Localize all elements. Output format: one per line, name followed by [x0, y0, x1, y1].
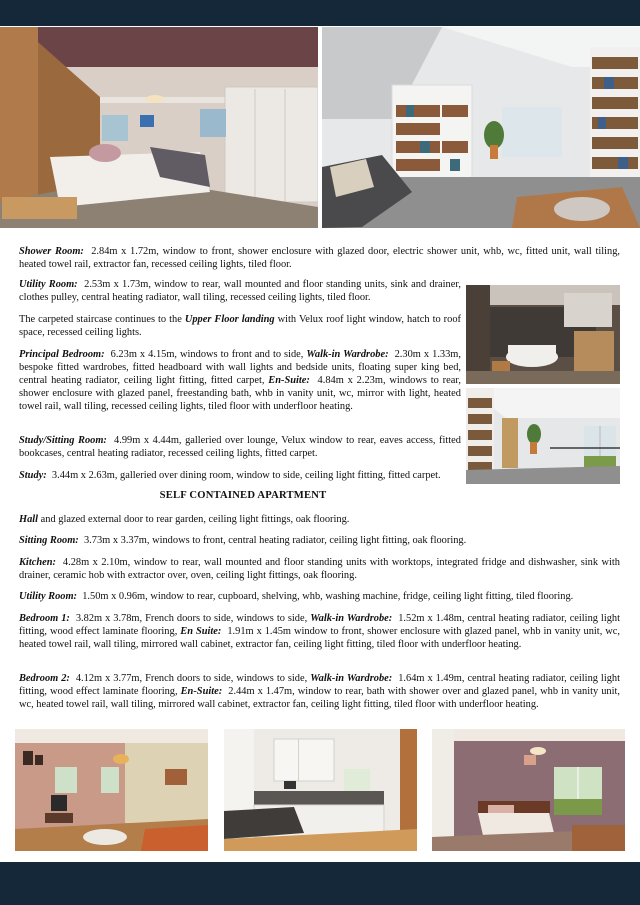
- principal-bedroom-paragraph: [19, 348, 461, 413]
- shower-room-label: Shower Room:: [19, 246, 84, 257]
- bedroom-1-text-1: 3.82m x 3.78m, French doors to side, windows to side,: [75, 613, 311, 624]
- photo-galleried-study: [322, 27, 640, 228]
- study-sitting-label: Study/Sitting Room:: [19, 435, 107, 446]
- kitchen-label: Kitchen:: [19, 557, 56, 568]
- bedroom-2-text-3: 2.44m x 1.47m, window to rear, bath with shower over and glazed panel, whb in vanity unit, wc, heated towel rail, wall tiling, mirrored wall cabinet, extractor fan, ceiling light fitting, tiled floor with underfloor heating.: [19, 686, 620, 710]
- walk-in-wardrobe-label: Walk-in Wardrobe:: [306, 349, 389, 360]
- hall-text: and glazed external door to rear garden, ceiling light fittings, oak flooring.: [38, 514, 350, 525]
- principal-bedroom-label: Principal Bedroom:: [19, 349, 105, 360]
- photo-sitting-room: [15, 729, 208, 851]
- kitchen-text: 4.28m x 2.10m, window to rear, wall mounted and floor standing units with worktops, integrated fridge and dishwasher, sink with drainer, ceramic hob with extractor over, oven, ceiling light fittings, oak flooring.: [19, 557, 620, 581]
- principal-bedroom-text-2: 2.30m x 1.33m, bespoke fitted wardrobes, fitted headboard with wall lights and bedside units, floating super king bed, central heating radiator, ceiling light fitting, fitted carpet,: [19, 349, 461, 386]
- utility-room-paragraph: [19, 278, 461, 304]
- bedroom-2-text-2: 1.64m x 1.49m, central heating radiator, ceiling light fitting, wood effect laminate flooring,: [19, 673, 620, 697]
- study-sitting-paragraph: [19, 434, 461, 460]
- study-text: 3.44m x 2.63m, galleried over dining room, window to side, ceiling light fitting, fitted carpet.: [51, 470, 441, 481]
- utility-room-2-paragraph: [19, 590, 620, 603]
- bedroom-1-label: Bedroom 1:: [19, 613, 70, 624]
- photo-principal-bedroom: [0, 27, 318, 228]
- photo-study-gallery: [466, 388, 620, 484]
- bedroom-2-wardrobe-label: Walk-in Wardrobe:: [310, 673, 393, 684]
- bedroom-1-wardrobe-label: Walk-in Wardrobe:: [310, 613, 393, 624]
- en-suite-label: En-Suite:: [268, 375, 310, 386]
- utility-room-text: 2.53m x 1.73m, window to rear, wall mounted and floor standing units, sink and drainer, clothes pulley, central heating radiator, wall tiling, recessed ceiling lights, tiled floor.: [19, 279, 461, 303]
- principal-bedroom-text-1: 6.23m x 4.15m, windows to front and to side,: [110, 349, 307, 360]
- bedroom-1-text-3: 1.91m x 1.45m window to front, shower enclosure with glazed panel, whb in vanity unit, wc, heated towel rail, wall tiling, mirrored wall cabinet, extractor fan, ceiling light fitting, tiled floor with underfloor heating.: [19, 626, 620, 650]
- staircase-paragraph: [19, 313, 461, 339]
- bedroom-2-en-suite-label: En-Suite:: [180, 686, 223, 697]
- sitting-room-text: 3.73m x 3.37m, windows to front, central heating radiator, ceiling light fitting, oak flooring.: [83, 535, 467, 546]
- study-sitting-text: 4.99m x 4.44m, galleried over lounge, Velux window to rear, eaves access, fitted bookcases, central heating radiator, recessed ceiling lights, fitted carpet.: [19, 435, 461, 459]
- photo-bedroom-2: [432, 729, 625, 851]
- study-label: Study:: [19, 470, 47, 481]
- shower-room-text: 2.84m x 1.72m, window to front, shower enclosure with glazed door, electric shower unit, whb, wc, fitted unit, wall tiling, heated towel rail, extractor fan, recessed ceiling lights, tiled floor.: [19, 246, 620, 270]
- bedroom-1-paragraph: [19, 612, 620, 651]
- utility-room-2-text: 1.50m x 0.96m, window to rear, cupboard, shelving, whb, washing machine, fridge, ceiling light fitting, tiled flooring.: [82, 591, 574, 602]
- utility-room-label: Utility Room:: [19, 279, 78, 290]
- staircase-pre: The carpeted staircase continues to the: [19, 314, 185, 325]
- study-paragraph: [19, 469, 464, 482]
- bedroom-2-text-1: 4.12m x 3.77m, French doors to side, windows to side,: [75, 673, 311, 684]
- bedroom-1-text-2: 1.52m x 1.48m, central heating radiator, ceiling light fitting, wood effect laminate flooring,: [19, 613, 620, 637]
- apartment-heading: SELF CONTAINED APARTMENT: [159, 490, 327, 501]
- photo-en-suite: [466, 285, 620, 384]
- shower-room-paragraph: [19, 245, 620, 271]
- staircase-post: with Velux roof light window, hatch to roof space, recessed ceiling lights.: [19, 314, 461, 338]
- bedroom-2-label: Bedroom 2:: [19, 673, 70, 684]
- bedroom-2-paragraph: [19, 672, 620, 711]
- sitting-room-label: Sitting Room:: [19, 535, 79, 546]
- sitting-room-paragraph: [19, 534, 620, 547]
- bedroom-1-en-suite-label: En Suite:: [180, 626, 222, 637]
- bottom-band: [0, 862, 640, 905]
- hall-label: Hall: [19, 514, 39, 525]
- kitchen-paragraph: [19, 556, 620, 582]
- hall-paragraph: [19, 513, 620, 526]
- upper-floor-landing-label: Upper Floor landing: [184, 314, 275, 325]
- principal-bedroom-text-3: 4.84m x 2.23m, windows to rear, shower enclosure with glazed panel, freestanding bath, whb in vanity unit, wc, mirror with light, heated towel rail, wall tiling, recessed ceiling lights, tiled floor with underfloor heating.: [19, 375, 461, 412]
- top-band: [0, 0, 640, 26]
- photo-kitchen: [224, 729, 417, 851]
- utility-room-2-label: Utility Room:: [19, 591, 78, 602]
